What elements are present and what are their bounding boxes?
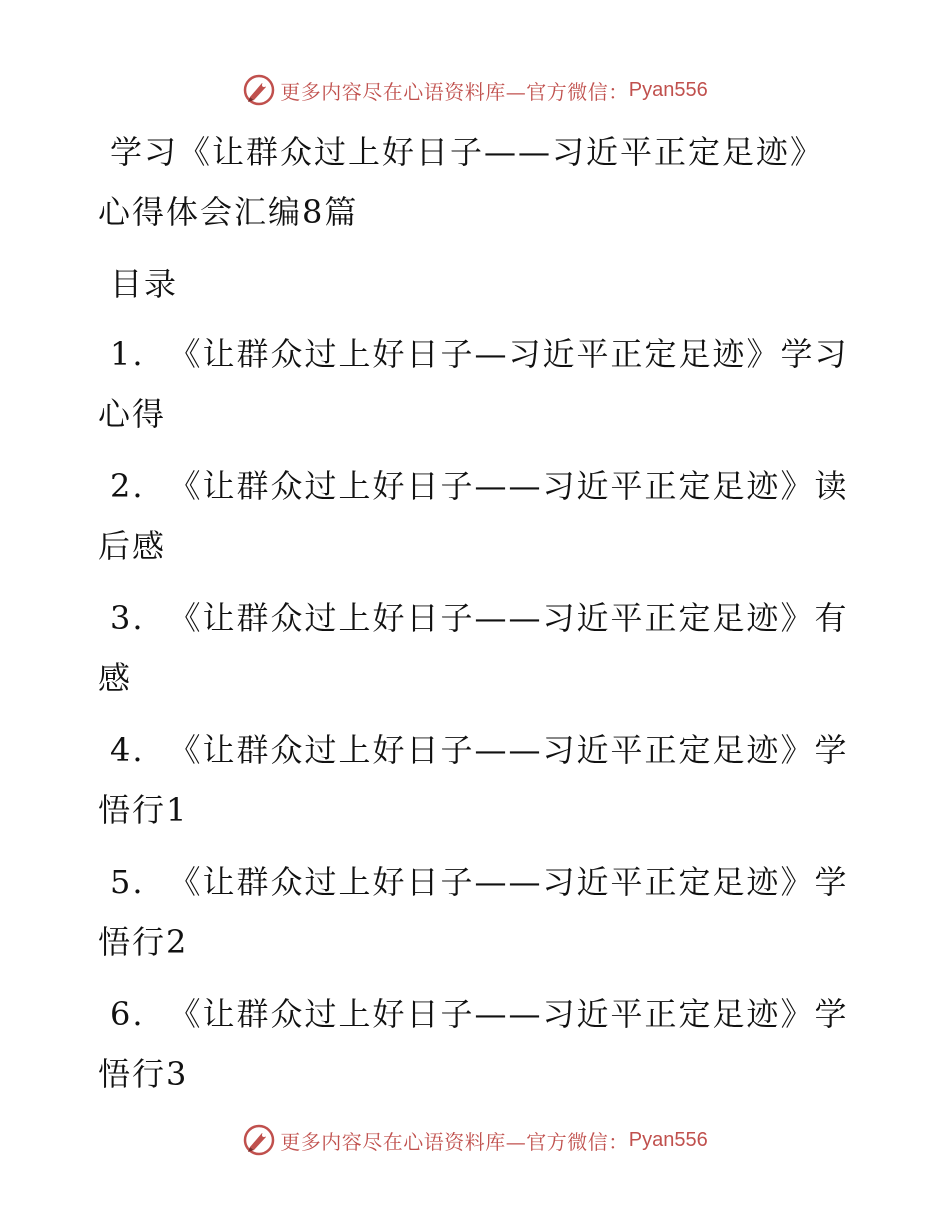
toc-item-4[interactable] — [98, 720, 858, 840]
doc-title-line1: 学习《让群众过上好日子——习近平正定足迹》 — [110, 133, 825, 171]
pen-logo-icon — [242, 73, 276, 107]
header-banner — [0, 68, 950, 112]
toc-item-number: 4. — [110, 731, 145, 769]
banner-wechat-id: Pyan556 — [628, 78, 708, 101]
toc-item-number: 2. — [110, 467, 145, 505]
toc-item-text: 《让群众过上好日子——习近平正定足迹》有 — [168, 599, 849, 637]
toc-item-1[interactable] — [98, 324, 858, 444]
pen-logo-icon — [242, 1123, 276, 1157]
toc-item-text: 《让群众过上好日子——习近平正定足迹》学 — [168, 995, 849, 1033]
toc-item-number: 5. — [110, 863, 145, 901]
toc-item-text-cont: 悟行3 — [98, 1055, 189, 1093]
toc-item-text: 《让群众过上好日子——习近平正定足迹》学 — [168, 863, 849, 901]
toc-item-text: 《让群众过上好日子—习近平正定足迹》学习 — [168, 335, 849, 373]
banner-wechat-id: Pyan556 — [628, 1128, 708, 1151]
toc-item-text: 《让群众过上好日子——习近平正定足迹》学 — [168, 731, 849, 769]
footer-banner — [0, 1118, 950, 1162]
toc-item-2[interactable] — [98, 456, 858, 576]
banner-text: 更多内容尽在心语资料库—官方微信： — [280, 79, 629, 104]
toc-item-5[interactable] — [98, 852, 858, 972]
toc-item-text-cont: 心得 — [98, 395, 167, 433]
toc-heading: 目录 — [110, 265, 179, 303]
toc-item-number: 6. — [110, 995, 145, 1033]
doc-title-line2: 心得体会汇编8篇 — [98, 193, 359, 231]
toc-item-text-cont: 悟行1 — [98, 791, 189, 829]
toc-item-text-cont: 后感 — [98, 527, 167, 565]
toc-item-text-cont: 悟行2 — [98, 923, 189, 961]
toc-item-text-cont: 感 — [98, 659, 133, 697]
toc-item-number: 3. — [110, 599, 145, 637]
toc-item-6[interactable] — [98, 984, 858, 1104]
toc-item-text: 《让群众过上好日子——习近平正定足迹》读 — [168, 467, 849, 505]
document-body — [98, 122, 858, 1116]
toc-item-3[interactable] — [98, 588, 858, 708]
toc-item-number: 1. — [110, 335, 145, 373]
banner-text: 更多内容尽在心语资料库—官方微信： — [280, 1129, 629, 1154]
